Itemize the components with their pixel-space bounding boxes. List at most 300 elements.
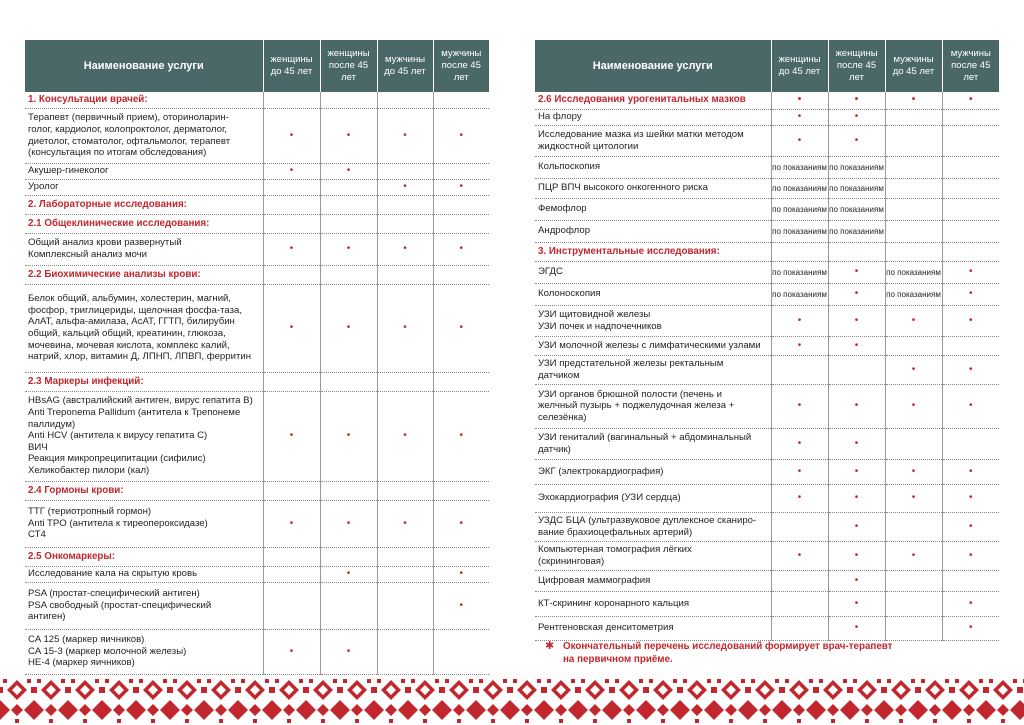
included-dot-icon: • bbox=[968, 492, 973, 504]
mark-cell-1 bbox=[263, 566, 320, 582]
section-row bbox=[25, 214, 489, 233]
mark-cell-1 bbox=[263, 481, 320, 500]
service-name: КТ-скрининг коронарного кальция bbox=[535, 591, 771, 616]
mark-cell-1 bbox=[771, 570, 828, 591]
included-dot-icon: • bbox=[854, 400, 859, 412]
mark-cell-4 bbox=[433, 500, 489, 547]
included-dot-icon: • bbox=[968, 622, 973, 634]
mark-cell-3 bbox=[885, 512, 942, 541]
included-dot-icon: • bbox=[854, 314, 859, 326]
mark-cell-4 bbox=[433, 391, 489, 481]
table-row bbox=[535, 261, 999, 283]
mark-cell-3 bbox=[885, 384, 942, 428]
mark-cell-3 bbox=[885, 242, 942, 261]
mark-cell-2 bbox=[320, 372, 377, 391]
mark-cell-4 bbox=[942, 384, 999, 428]
by-indication-label: по показаниям bbox=[772, 289, 827, 299]
mark-cell-3 bbox=[377, 92, 433, 108]
table-row bbox=[535, 355, 999, 384]
included-dot-icon: • bbox=[346, 165, 351, 177]
mark-cell-4 bbox=[942, 220, 999, 242]
by-indication-label: по показаниям bbox=[829, 226, 884, 236]
mark-cell-3 bbox=[377, 629, 433, 674]
mark-cell-1 bbox=[771, 125, 828, 156]
section-row bbox=[535, 242, 999, 261]
included-dot-icon: • bbox=[403, 430, 407, 442]
included-dot-icon: • bbox=[403, 322, 407, 334]
included-dot-icon: • bbox=[289, 165, 294, 177]
mark-cell-4 bbox=[433, 284, 489, 372]
included-dot-icon: • bbox=[854, 111, 859, 123]
mark-cell-2 bbox=[828, 616, 885, 640]
mark-cell-4 bbox=[942, 242, 999, 261]
mark-cell-2 bbox=[320, 214, 377, 233]
section-row bbox=[25, 92, 489, 108]
section-title: 3. Инструментальные исследования: bbox=[535, 242, 771, 261]
mark-cell-2 bbox=[320, 179, 377, 195]
mark-cell-1 bbox=[263, 284, 320, 372]
table-row bbox=[25, 391, 489, 481]
service-name: PSA (простат-специфический антиген) PSA свободный (простат-специфический антиген) bbox=[25, 582, 263, 629]
mark-cell-1 bbox=[771, 616, 828, 640]
mark-cell-2 bbox=[828, 125, 885, 156]
included-dot-icon: • bbox=[346, 322, 351, 334]
mark-cell-4 bbox=[433, 566, 489, 582]
service-name: Рентгеновская денситометрия bbox=[535, 616, 771, 640]
included-dot-icon: • bbox=[346, 568, 351, 580]
mark-cell-2 bbox=[828, 198, 885, 220]
included-dot-icon: • bbox=[968, 288, 973, 300]
mark-cell-2 bbox=[828, 541, 885, 570]
table-row bbox=[535, 305, 999, 336]
included-dot-icon: • bbox=[403, 517, 407, 529]
included-dot-icon: • bbox=[854, 597, 859, 609]
mark-cell-3 bbox=[885, 92, 942, 109]
included-dot-icon: • bbox=[854, 339, 859, 351]
mark-cell-4 bbox=[942, 570, 999, 591]
service-name: Эхокардиография (УЗИ сердца) bbox=[535, 484, 771, 512]
table-row bbox=[25, 284, 489, 372]
mark-cell-3 bbox=[377, 284, 433, 372]
asterisk-icon: ✱ bbox=[545, 640, 555, 652]
included-dot-icon: • bbox=[346, 645, 351, 657]
table-row bbox=[535, 591, 999, 616]
included-dot-icon: • bbox=[911, 400, 916, 412]
table-row bbox=[535, 484, 999, 512]
mark-cell-2 bbox=[320, 284, 377, 372]
table-row bbox=[535, 512, 999, 541]
header-women-under-45: женщины до 45 лет bbox=[771, 40, 828, 92]
included-dot-icon: • bbox=[854, 465, 859, 477]
included-dot-icon: • bbox=[797, 94, 802, 106]
table-row bbox=[535, 459, 999, 484]
service-name: Фемофлор bbox=[535, 198, 771, 220]
mark-cell-2 bbox=[320, 108, 377, 163]
mark-cell-4 bbox=[433, 233, 489, 265]
mark-cell-3 bbox=[377, 108, 433, 163]
section-title: 2.4 Гормоны крови: bbox=[25, 481, 263, 500]
mark-cell-4 bbox=[942, 459, 999, 484]
mark-cell-2 bbox=[320, 566, 377, 582]
mark-cell-3 bbox=[885, 459, 942, 484]
table-row bbox=[535, 178, 999, 198]
table-row bbox=[535, 283, 999, 305]
mark-cell-1 bbox=[771, 591, 828, 616]
mark-cell-3 bbox=[885, 570, 942, 591]
mark-cell-1 bbox=[771, 305, 828, 336]
mark-cell-1 bbox=[263, 195, 320, 214]
mark-cell-4 bbox=[433, 214, 489, 233]
mark-cell-2 bbox=[828, 459, 885, 484]
included-dot-icon: • bbox=[346, 129, 351, 141]
mark-cell-4 bbox=[433, 547, 489, 566]
table-row bbox=[535, 428, 999, 459]
header-women-over-45: женщины после 45 лет bbox=[828, 40, 885, 92]
by-indication-label: по показаниям bbox=[772, 162, 827, 172]
included-dot-icon: • bbox=[459, 599, 463, 611]
mark-cell-4 bbox=[942, 261, 999, 283]
by-indication-label: по показаниям bbox=[829, 204, 884, 214]
mark-cell-2 bbox=[320, 481, 377, 500]
mark-cell-4 bbox=[942, 283, 999, 305]
mark-cell-2 bbox=[828, 305, 885, 336]
mark-cell-3 bbox=[377, 481, 433, 500]
by-indication-label: по показаниям bbox=[772, 267, 827, 277]
mark-cell-3 bbox=[885, 616, 942, 640]
table-row bbox=[25, 500, 489, 547]
included-dot-icon: • bbox=[968, 363, 973, 375]
included-dot-icon: • bbox=[854, 266, 859, 278]
mark-cell-3 bbox=[377, 566, 433, 582]
mark-cell-4 bbox=[433, 179, 489, 195]
mark-cell-3 bbox=[885, 283, 942, 305]
mark-cell-1 bbox=[771, 261, 828, 283]
mark-cell-3 bbox=[885, 484, 942, 512]
mark-cell-4 bbox=[942, 541, 999, 570]
left-services-table bbox=[25, 40, 489, 675]
mark-cell-4 bbox=[942, 355, 999, 384]
service-name: УЗИ органов брюшной полости (печень и желчный пузырь + поджелудочная железа + селезёнка) bbox=[535, 384, 771, 428]
included-dot-icon: • bbox=[968, 465, 973, 477]
mark-cell-2 bbox=[320, 233, 377, 265]
included-dot-icon: • bbox=[289, 322, 294, 334]
mark-cell-4 bbox=[433, 372, 489, 391]
footnote bbox=[545, 640, 985, 666]
mark-cell-4 bbox=[433, 163, 489, 179]
section-row bbox=[25, 265, 489, 284]
mark-cell-3 bbox=[885, 156, 942, 178]
section-title: 2.5 Онкомаркеры: bbox=[25, 547, 263, 566]
mark-cell-1 bbox=[771, 459, 828, 484]
included-dot-icon: • bbox=[289, 129, 294, 141]
included-dot-icon: • bbox=[459, 322, 463, 334]
service-name: На флору bbox=[535, 109, 771, 125]
mark-cell-1 bbox=[263, 629, 320, 674]
service-name: Исследование мазка из шейки матки методом жидкостной цитологии bbox=[535, 125, 771, 156]
included-dot-icon: • bbox=[911, 94, 916, 106]
mark-cell-2 bbox=[828, 220, 885, 242]
mark-cell-2 bbox=[828, 156, 885, 178]
mark-cell-4 bbox=[433, 108, 489, 163]
mark-cell-1 bbox=[771, 283, 828, 305]
mark-cell-1 bbox=[263, 547, 320, 566]
mark-cell-2 bbox=[828, 355, 885, 384]
mark-cell-2 bbox=[320, 163, 377, 179]
mark-cell-3 bbox=[377, 582, 433, 629]
included-dot-icon: • bbox=[346, 430, 351, 442]
included-dot-icon: • bbox=[854, 492, 859, 504]
table-row bbox=[535, 384, 999, 428]
service-name: Белок общий, альбумин, холестерин, магний, фосфор, триглицериды, щелочная фосфа-таза, АлАТ, альфа-амилаза, АсАТ, ГГТП, билирубин общий, кальций общий, креатинин, глюкоза, мочевина, мочевая кислота, комплекс калий, натрий, хлор, витамин Д, ЛПНП, ЛПВП, ферритин bbox=[25, 284, 263, 372]
by-indication-label: по показаниям bbox=[886, 267, 941, 277]
included-dot-icon: • bbox=[854, 437, 859, 449]
mark-cell-3 bbox=[377, 547, 433, 566]
table-row bbox=[535, 198, 999, 220]
mark-cell-3 bbox=[377, 372, 433, 391]
mark-cell-4 bbox=[433, 629, 489, 674]
mark-cell-4 bbox=[433, 265, 489, 284]
included-dot-icon: • bbox=[289, 645, 294, 657]
section-row bbox=[25, 481, 489, 500]
mark-cell-4 bbox=[942, 305, 999, 336]
service-name: HBsAG (австралийский антиген, вирус гепатита В) Anti Treponema Pallidum (антитела к Трепонеме паллидум) Anti HCV (антитела к вирусу гепатита С) ВИЧ Реакция микропреципитации (сифилис) Хеликобактер пилори (кал) bbox=[25, 391, 263, 481]
mark-cell-3 bbox=[885, 198, 942, 220]
included-dot-icon: • bbox=[854, 549, 859, 561]
mark-cell-4 bbox=[942, 125, 999, 156]
mark-cell-2 bbox=[828, 384, 885, 428]
mark-cell-2 bbox=[320, 582, 377, 629]
mark-cell-3 bbox=[885, 541, 942, 570]
mark-cell-2 bbox=[828, 336, 885, 355]
header-men-over-45: мужчины после 45 лет bbox=[433, 40, 489, 92]
table-row bbox=[535, 541, 999, 570]
section-title: 2.2 Биохимические анализы крови: bbox=[25, 265, 263, 284]
mark-cell-1 bbox=[771, 336, 828, 355]
mark-cell-1 bbox=[263, 179, 320, 195]
mark-cell-1 bbox=[263, 391, 320, 481]
mark-cell-4 bbox=[433, 481, 489, 500]
included-dot-icon: • bbox=[459, 129, 463, 141]
mark-cell-1 bbox=[771, 484, 828, 512]
table-row bbox=[25, 582, 489, 629]
header-men-under-45: мужчины до 45 лет bbox=[377, 40, 433, 92]
included-dot-icon: • bbox=[797, 111, 802, 123]
included-dot-icon: • bbox=[797, 492, 802, 504]
included-dot-icon: • bbox=[797, 465, 802, 477]
section-title: 1. Консультации врачей: bbox=[25, 92, 263, 108]
service-name: CA 125 (маркер яичников) CA 15-3 (маркер молочной железы) HE-4 (маркер яичников) bbox=[25, 629, 263, 674]
mark-cell-2 bbox=[320, 500, 377, 547]
service-name: УЗИ предстательной железы ректальным датчиком bbox=[535, 355, 771, 384]
mark-cell-1 bbox=[771, 92, 828, 109]
mark-cell-3 bbox=[377, 214, 433, 233]
mark-cell-4 bbox=[942, 616, 999, 640]
right-services-table bbox=[535, 40, 999, 641]
service-name: УЗИ молочной железы с лимфатическими узлами bbox=[535, 336, 771, 355]
included-dot-icon: • bbox=[797, 339, 802, 351]
service-name: Компьютерная томография лёгких (скрининговая) bbox=[535, 541, 771, 570]
included-dot-icon: • bbox=[854, 520, 859, 532]
section-title: 2.6 Исследования урогенитальных мазков bbox=[535, 92, 771, 109]
by-indication-label: по показаниям bbox=[829, 162, 884, 172]
mark-cell-3 bbox=[885, 220, 942, 242]
mark-cell-4 bbox=[942, 92, 999, 109]
mark-cell-2 bbox=[828, 591, 885, 616]
included-dot-icon: • bbox=[797, 400, 802, 412]
by-indication-label: по показаниям bbox=[772, 204, 827, 214]
mark-cell-3 bbox=[885, 109, 942, 125]
included-dot-icon: • bbox=[403, 243, 407, 255]
service-name: ТТГ (териотропный гормон) Anti TPO (антитела к тиреопероксидазе) СТ4 bbox=[25, 500, 263, 547]
mark-cell-1 bbox=[263, 163, 320, 179]
included-dot-icon: • bbox=[968, 400, 973, 412]
service-name: Общий анализ крови развернутый Комплексный анализ мочи bbox=[25, 233, 263, 265]
mark-cell-1 bbox=[263, 92, 320, 108]
mark-cell-4 bbox=[942, 591, 999, 616]
included-dot-icon: • bbox=[459, 517, 463, 529]
mark-cell-1 bbox=[771, 428, 828, 459]
included-dot-icon: • bbox=[854, 134, 859, 146]
mark-cell-1 bbox=[771, 242, 828, 261]
service-name: Акушер-гинеколог bbox=[25, 163, 263, 179]
mark-cell-3 bbox=[377, 233, 433, 265]
table-header bbox=[25, 40, 489, 92]
mark-cell-4 bbox=[942, 336, 999, 355]
mark-cell-1 bbox=[263, 372, 320, 391]
included-dot-icon: • bbox=[968, 549, 973, 561]
mark-cell-3 bbox=[377, 195, 433, 214]
mark-cell-2 bbox=[828, 92, 885, 109]
service-name: ЭКГ (электрокардиография) bbox=[535, 459, 771, 484]
mark-cell-1 bbox=[263, 500, 320, 547]
mark-cell-1 bbox=[263, 214, 320, 233]
included-dot-icon: • bbox=[459, 181, 463, 193]
included-dot-icon: • bbox=[968, 597, 973, 609]
included-dot-icon: • bbox=[968, 520, 973, 532]
section-title: 2. Лабораторные исследования: bbox=[25, 195, 263, 214]
header-service-name: Наименование услуги bbox=[535, 40, 771, 92]
section-title: 2.1 Общеклинические исследования: bbox=[25, 214, 263, 233]
mark-cell-2 bbox=[828, 512, 885, 541]
header-women-over-45: женщины после 45 лет bbox=[320, 40, 377, 92]
included-dot-icon: • bbox=[797, 314, 802, 326]
service-name: УЗИ щитовидной железы УЗИ почек и надпочечников bbox=[535, 305, 771, 336]
table-row bbox=[25, 233, 489, 265]
mark-cell-3 bbox=[885, 305, 942, 336]
mark-cell-2 bbox=[828, 242, 885, 261]
table-row bbox=[535, 616, 999, 640]
included-dot-icon: • bbox=[854, 288, 859, 300]
included-dot-icon: • bbox=[797, 134, 802, 146]
mark-cell-2 bbox=[320, 265, 377, 284]
mark-cell-3 bbox=[885, 355, 942, 384]
mark-cell-3 bbox=[377, 391, 433, 481]
section-row bbox=[25, 372, 489, 391]
section-row bbox=[535, 92, 999, 109]
mark-cell-2 bbox=[828, 109, 885, 125]
included-dot-icon: • bbox=[459, 243, 463, 255]
included-dot-icon: • bbox=[797, 437, 802, 449]
mark-cell-4 bbox=[942, 198, 999, 220]
included-dot-icon: • bbox=[403, 129, 407, 141]
table-row bbox=[25, 163, 489, 179]
mark-cell-1 bbox=[263, 265, 320, 284]
service-name: ПЦР ВПЧ высокого онкогенного риска bbox=[535, 178, 771, 198]
mark-cell-1 bbox=[771, 178, 828, 198]
included-dot-icon: • bbox=[911, 492, 916, 504]
footnote-text: Окончательный перечень исследований формирует врач-терапевт на первичном приёме. bbox=[563, 641, 893, 665]
mark-cell-1 bbox=[771, 109, 828, 125]
included-dot-icon: • bbox=[346, 243, 351, 255]
mark-cell-3 bbox=[377, 265, 433, 284]
mark-cell-3 bbox=[377, 163, 433, 179]
service-name: Исследование кала на скрытую кровь bbox=[25, 566, 263, 582]
mark-cell-4 bbox=[433, 92, 489, 108]
table-header bbox=[535, 40, 999, 92]
mark-cell-3 bbox=[885, 178, 942, 198]
mark-cell-2 bbox=[828, 283, 885, 305]
header-service-name: Наименование услуги bbox=[25, 40, 263, 92]
mark-cell-3 bbox=[885, 336, 942, 355]
table-row bbox=[25, 179, 489, 195]
included-dot-icon: • bbox=[346, 517, 351, 529]
included-dot-icon: • bbox=[968, 314, 973, 326]
included-dot-icon: • bbox=[854, 622, 859, 634]
service-name: ЭГДС bbox=[535, 261, 771, 283]
mark-cell-2 bbox=[828, 261, 885, 283]
service-name: Андрофлор bbox=[535, 220, 771, 242]
included-dot-icon: • bbox=[289, 430, 294, 442]
mark-cell-2 bbox=[320, 547, 377, 566]
header-men-over-45: мужчины после 45 лет bbox=[942, 40, 999, 92]
mark-cell-2 bbox=[828, 178, 885, 198]
table-row bbox=[25, 108, 489, 163]
included-dot-icon: • bbox=[911, 314, 916, 326]
mark-cell-2 bbox=[828, 484, 885, 512]
section-row bbox=[25, 195, 489, 214]
table-row bbox=[535, 109, 999, 125]
mark-cell-1 bbox=[771, 384, 828, 428]
mark-cell-1 bbox=[771, 156, 828, 178]
table-row bbox=[535, 570, 999, 591]
service-name: Терапевт (первичный прием), оториноларин- голог, кардиолог, колопроктолог, дерматолог, диетолог, стоматолог, офтальмолог, терапевт (консультация по итогам обследования) bbox=[25, 108, 263, 163]
mark-cell-1 bbox=[771, 220, 828, 242]
included-dot-icon: • bbox=[289, 517, 294, 529]
mark-cell-3 bbox=[377, 500, 433, 547]
included-dot-icon: • bbox=[968, 266, 973, 278]
included-dot-icon: • bbox=[911, 363, 916, 375]
mark-cell-3 bbox=[885, 125, 942, 156]
mark-cell-1 bbox=[771, 541, 828, 570]
table-row bbox=[535, 156, 999, 178]
included-dot-icon: • bbox=[459, 568, 463, 580]
mark-cell-3 bbox=[885, 591, 942, 616]
mark-cell-3 bbox=[885, 261, 942, 283]
service-name: Кольпоскопия bbox=[535, 156, 771, 178]
included-dot-icon: • bbox=[911, 549, 916, 561]
mark-cell-2 bbox=[320, 92, 377, 108]
included-dot-icon: • bbox=[854, 94, 859, 106]
ornament-border bbox=[0, 676, 1024, 725]
section-row bbox=[25, 547, 489, 566]
mark-cell-3 bbox=[885, 428, 942, 459]
mark-cell-3 bbox=[377, 179, 433, 195]
table-row bbox=[535, 125, 999, 156]
included-dot-icon: • bbox=[459, 430, 463, 442]
service-name: Уролог bbox=[25, 179, 263, 195]
by-indication-label: по показаниям bbox=[772, 226, 827, 236]
mark-cell-2 bbox=[320, 195, 377, 214]
